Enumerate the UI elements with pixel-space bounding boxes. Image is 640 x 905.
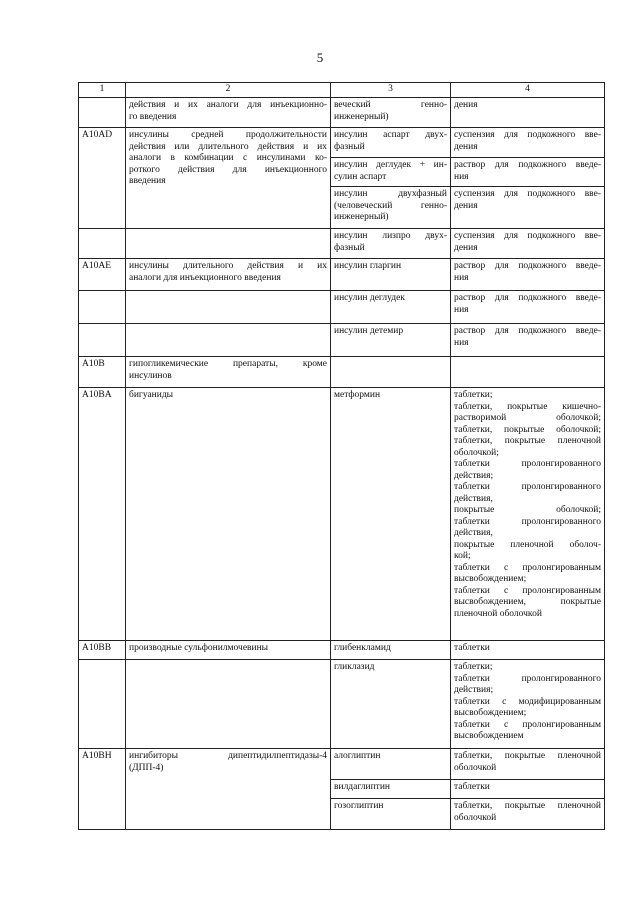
atc-code-cell bbox=[79, 660, 126, 749]
cell-line: метформин bbox=[334, 390, 381, 400]
drug-table bbox=[78, 82, 605, 830]
cell-line: инсулин деглудек bbox=[334, 293, 405, 303]
cell-line: суспензия для подкожного вве- bbox=[454, 130, 601, 140]
dosage-form-cell bbox=[451, 324, 605, 357]
cell-line: инсулины длительного действия и их bbox=[129, 261, 327, 271]
cell-line: действия и их аналоги для инъекционно- bbox=[129, 100, 327, 110]
cell-line: фазный bbox=[334, 141, 365, 152]
substance-cell bbox=[331, 98, 451, 128]
cell-line: алоглиптин bbox=[334, 751, 381, 761]
group-name-cell bbox=[126, 324, 331, 357]
table-header-row bbox=[79, 83, 605, 98]
group-name-cell bbox=[126, 291, 331, 324]
cell-line: фазный bbox=[334, 242, 365, 253]
substance-cell bbox=[331, 660, 451, 749]
cell-line: ния bbox=[454, 171, 469, 182]
cell-line: дения bbox=[454, 141, 478, 152]
dosage-form-cell bbox=[451, 229, 605, 259]
cell-line: дения bbox=[454, 200, 478, 211]
header-col-3: 3 bbox=[331, 83, 451, 98]
cell-line: глибенкламид bbox=[334, 643, 391, 653]
cell-line: сулин аспарт bbox=[334, 171, 387, 182]
substance-cell bbox=[331, 259, 451, 291]
cell-line: инсулин двухфазный bbox=[334, 189, 447, 199]
cell-line: таблетки пролонгированного bbox=[454, 459, 601, 469]
table-row bbox=[79, 388, 605, 641]
substance-cell bbox=[331, 128, 451, 158]
cell-line: высвобождением, покрытые bbox=[454, 597, 601, 607]
substance-cell bbox=[331, 187, 451, 229]
cell-line: производные сульфонилмочевины bbox=[129, 643, 269, 653]
table-row bbox=[79, 357, 605, 388]
cell-line: гипогликемические препараты, кроме bbox=[129, 359, 327, 369]
atc-code-cell: A10BA bbox=[79, 388, 126, 641]
cell-line: раствор для подкожного введе- bbox=[454, 293, 601, 303]
table-row bbox=[79, 324, 605, 357]
cell-line: высвобождением; bbox=[454, 574, 527, 584]
substance-cell bbox=[331, 749, 451, 780]
table-row bbox=[79, 749, 605, 780]
cell-line: гозоглиптин bbox=[334, 801, 384, 811]
table-row bbox=[79, 128, 605, 158]
cell-line: роткого действия для инъекционного bbox=[129, 164, 327, 175]
table-row bbox=[79, 229, 605, 259]
group-name-cell bbox=[126, 388, 331, 641]
cell-line: оболочкой bbox=[454, 762, 497, 773]
atc-code-cell: A10B bbox=[79, 357, 126, 388]
cell-line: инсулин деглудек + ин- bbox=[334, 160, 447, 170]
cell-line: таблетки, покрытые пленочной bbox=[454, 751, 601, 761]
page-number: 5 bbox=[316, 50, 324, 65]
cell-line: го введения bbox=[129, 111, 177, 122]
cell-line: ния bbox=[454, 272, 469, 283]
cell-line: суспензия для подкожного вве- bbox=[454, 189, 601, 199]
cell-line: таблетки с модифицированным bbox=[454, 696, 601, 707]
cell-line: оболочкой; bbox=[454, 447, 499, 458]
dosage-form-cell bbox=[451, 660, 605, 749]
cell-line: действия, bbox=[454, 528, 493, 538]
cell-line: ингибиторы дипептидилпептидазы-4 bbox=[129, 751, 327, 761]
cell-line: таблетки пролонгированного bbox=[454, 673, 601, 684]
group-name-cell bbox=[126, 98, 331, 128]
cell-line: ния bbox=[454, 337, 469, 348]
cell-line: таблетки, покрытые оболочкой; bbox=[454, 424, 601, 435]
substance-cell bbox=[331, 158, 451, 187]
cell-line: таблетки с пролонгированным bbox=[454, 719, 601, 730]
cell-line: действия или длительного действия и их bbox=[129, 141, 327, 152]
cell-line: таблетки пролонгированного bbox=[454, 482, 601, 492]
substance-cell bbox=[331, 229, 451, 259]
cell-line: пленочной оболочкой bbox=[454, 608, 542, 619]
header-col-1: 1 bbox=[79, 83, 126, 98]
substance-cell bbox=[331, 780, 451, 799]
atc-code-cell bbox=[79, 324, 126, 357]
dosage-form-cell bbox=[451, 780, 605, 799]
cell-line: раствор для подкожного введе- bbox=[454, 261, 601, 271]
substance-cell bbox=[331, 324, 451, 357]
atc-code-cell: A10BB bbox=[79, 641, 126, 660]
table-row bbox=[79, 660, 605, 749]
cell-line: (человеческий генно- bbox=[334, 200, 447, 211]
atc-code-cell: A10AE bbox=[79, 259, 126, 291]
cell-line: вилдаглиптин bbox=[334, 782, 391, 792]
cell-line: высвобождением; bbox=[454, 708, 527, 718]
cell-line: раствор для подкожного введе- bbox=[454, 326, 601, 336]
dosage-form-cell bbox=[451, 259, 605, 291]
dosage-form-cell bbox=[451, 357, 605, 388]
cell-line: оболочкой bbox=[454, 812, 497, 823]
cell-line: таблетки пролонгированного bbox=[454, 516, 601, 527]
dosage-form-cell bbox=[451, 128, 605, 158]
cell-line: ния bbox=[454, 304, 469, 315]
substance-cell bbox=[331, 357, 451, 388]
atc-code-cell bbox=[79, 98, 126, 128]
cell-line: аналоги для инъекционного введения bbox=[129, 272, 281, 283]
cell-line: таблетки, покрытые пленочной bbox=[454, 801, 601, 811]
dosage-form-cell bbox=[451, 158, 605, 187]
cell-line: таблетки с пролонгированным bbox=[454, 562, 601, 573]
substance-cell bbox=[331, 388, 451, 641]
table-row bbox=[79, 641, 605, 660]
cell-line: суспензия для подкожного вве- bbox=[454, 231, 601, 241]
cell-line: гликлазид bbox=[334, 662, 375, 672]
cell-line: бигуаниды bbox=[129, 390, 174, 400]
substance-cell bbox=[331, 641, 451, 660]
cell-line: покрытые пленочной оболоч- bbox=[454, 539, 601, 550]
dosage-form-cell bbox=[451, 98, 605, 128]
atc-code-cell: A10BH bbox=[79, 749, 126, 830]
dosage-form-cell bbox=[451, 749, 605, 780]
group-name-cell bbox=[126, 357, 331, 388]
group-name-cell bbox=[126, 259, 331, 291]
dosage-form-cell bbox=[451, 388, 605, 641]
dosage-form-cell bbox=[451, 641, 605, 660]
cell-line: кой; bbox=[454, 551, 471, 561]
substance-cell bbox=[331, 799, 451, 830]
atc-code-cell: A10AD bbox=[79, 128, 126, 229]
cell-line: таблетки с пролонгированным bbox=[454, 585, 601, 596]
cell-line: высвобождением bbox=[454, 731, 524, 741]
substance-cell bbox=[331, 291, 451, 324]
group-name-cell bbox=[126, 660, 331, 749]
cell-line: введения bbox=[129, 176, 166, 186]
cell-line: растворимой оболочкой; bbox=[454, 413, 601, 423]
cell-line: действия; bbox=[454, 685, 494, 695]
cell-line: аналоги в комбинации с инсулинами ко- bbox=[129, 153, 327, 163]
group-name-cell bbox=[126, 128, 331, 229]
cell-line: веческий генно- bbox=[334, 100, 447, 110]
cell-line: таблетки bbox=[454, 782, 490, 792]
atc-code-cell bbox=[79, 229, 126, 259]
cell-line: (ДПП-4) bbox=[129, 762, 164, 773]
cell-line: инсулин гларгин bbox=[334, 261, 402, 271]
header-col-2: 2 bbox=[126, 83, 331, 98]
table-row bbox=[79, 98, 605, 128]
cell-line: таблетки, покрытые пленочной bbox=[454, 436, 601, 446]
dosage-form-cell bbox=[451, 799, 605, 830]
cell-line: таблетки; bbox=[454, 662, 493, 672]
cell-line: таблетки, покрытые кишечно- bbox=[454, 401, 601, 412]
group-name-cell bbox=[126, 641, 331, 660]
cell-line: инженерный) bbox=[334, 212, 389, 222]
cell-line: раствор для подкожного введе- bbox=[454, 160, 601, 170]
cell-line: таблетки; bbox=[454, 390, 493, 400]
cell-line: инженерный) bbox=[334, 111, 389, 122]
table-row bbox=[79, 291, 605, 324]
dosage-form-cell bbox=[451, 291, 605, 324]
cell-line: действия, bbox=[454, 493, 493, 504]
cell-line: инсулинов bbox=[129, 370, 172, 381]
cell-line: инсулин детемир bbox=[334, 326, 404, 336]
header-col-4: 4 bbox=[451, 83, 605, 98]
dosage-form-cell bbox=[451, 187, 605, 229]
group-name-cell bbox=[126, 229, 331, 259]
cell-line: действия; bbox=[454, 470, 494, 481]
cell-line: покрытые оболочкой; bbox=[454, 505, 601, 515]
atc-code-cell bbox=[79, 291, 126, 324]
cell-line: инсулин аспарт двух- bbox=[334, 130, 447, 140]
cell-line: дения bbox=[454, 100, 478, 110]
cell-line: таблетки bbox=[454, 643, 490, 653]
group-name-cell bbox=[126, 749, 331, 830]
cell-line: дения bbox=[454, 242, 478, 253]
cell-line: инсулин лизпро двух- bbox=[334, 231, 447, 241]
table-row bbox=[79, 259, 605, 291]
cell-line: инсулины средней продолжительности bbox=[129, 130, 327, 140]
